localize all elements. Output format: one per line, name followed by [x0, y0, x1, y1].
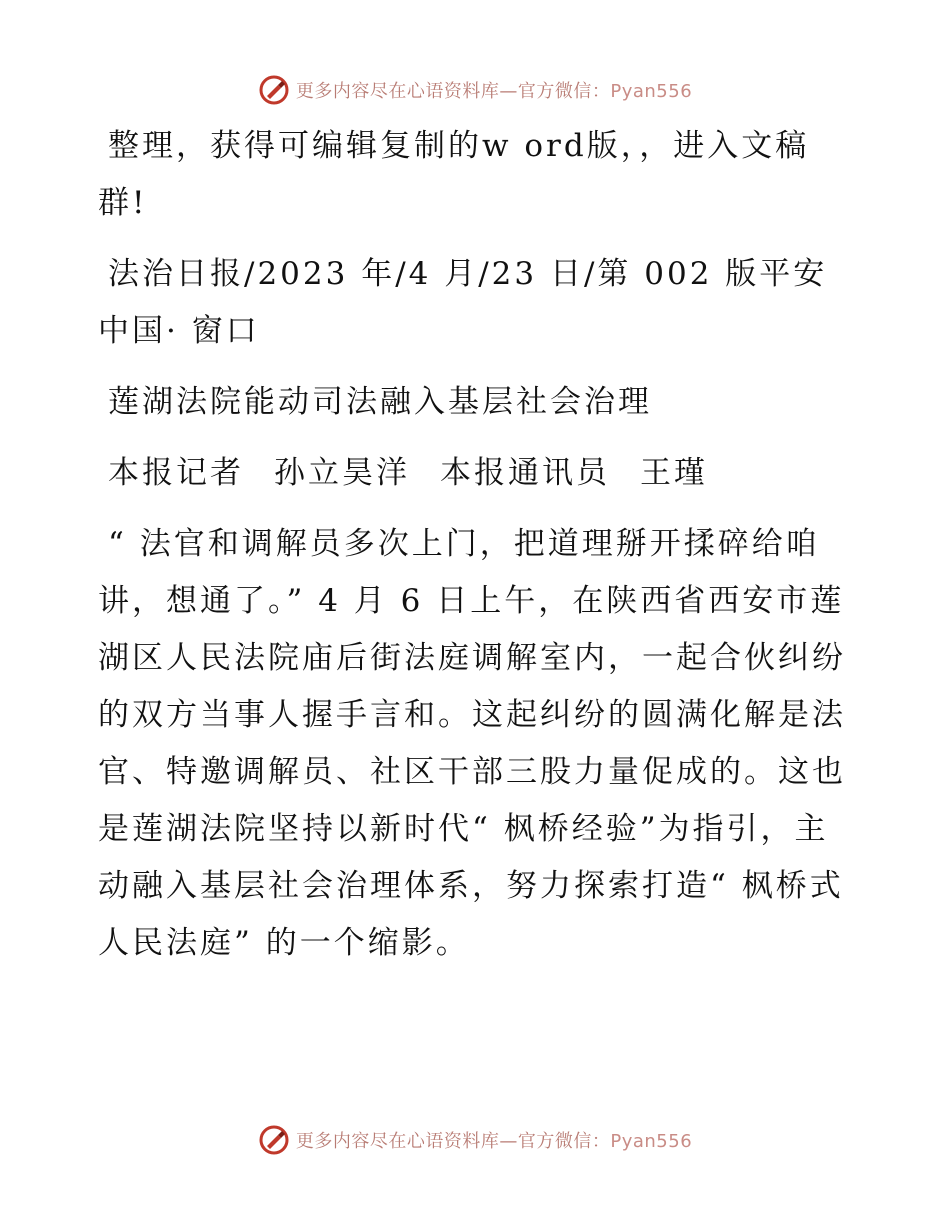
body-paragraph: “ 法官和调解员多次上门，把道理掰开揉碎给咱讲，想通了。” 4 月 6 日上午，在陕西省西安市莲湖区人民法院庙后街法庭调解室内，一起合伙纠纷的双方当事人握手言和。这起纠纷的圆满化解是法官、特邀调解员、社区干部三股力量促成的。这也是莲湖法院坚持以新时代“ 枫桥经验”为指引，主动融入基层社会治理体系，努力探索打造“ 枫桥式人民法庭” 的一个缩影。 — [98, 526, 846, 961]
banner-prefix: 更多内容尽在心语资料库 — [295, 81, 500, 102]
top-watermark-banner — [0, 70, 950, 110]
banner-handle: Pyan556 — [610, 81, 693, 102]
banner-dash: — — [499, 1131, 518, 1152]
intro-paragraph: 整理，获得可编辑复制的w ord版，，进入文稿群! — [98, 128, 810, 221]
banner-text — [296, 77, 692, 103]
reporter-name: 孙立昊洋 — [274, 455, 410, 491]
reporter-label: 本报记者 — [108, 455, 244, 491]
banner-suffix: 官方微信： — [517, 81, 611, 102]
correspondent-name: 王瑾 — [640, 455, 708, 491]
banner-prefix: 更多内容尽在心语资料库 — [295, 1131, 500, 1152]
byline — [98, 445, 858, 502]
pen-logo-icon — [258, 74, 290, 106]
banner-handle: Pyan556 — [610, 1131, 693, 1152]
headline: 莲湖法院能动司法融入基层社会治理 — [108, 384, 652, 420]
source-line: 法治日报/2023 年/4 月/23 日/第 002 版平安中国· 窗口 — [98, 256, 828, 349]
banner-text — [296, 1127, 692, 1153]
banner-dash: — — [499, 81, 518, 102]
document-body — [98, 118, 858, 972]
correspondent-label: 本报通讯员 — [440, 455, 610, 491]
pen-logo-icon — [258, 1124, 290, 1156]
bottom-watermark-banner — [0, 1120, 950, 1160]
banner-suffix: 官方微信： — [517, 1131, 611, 1152]
